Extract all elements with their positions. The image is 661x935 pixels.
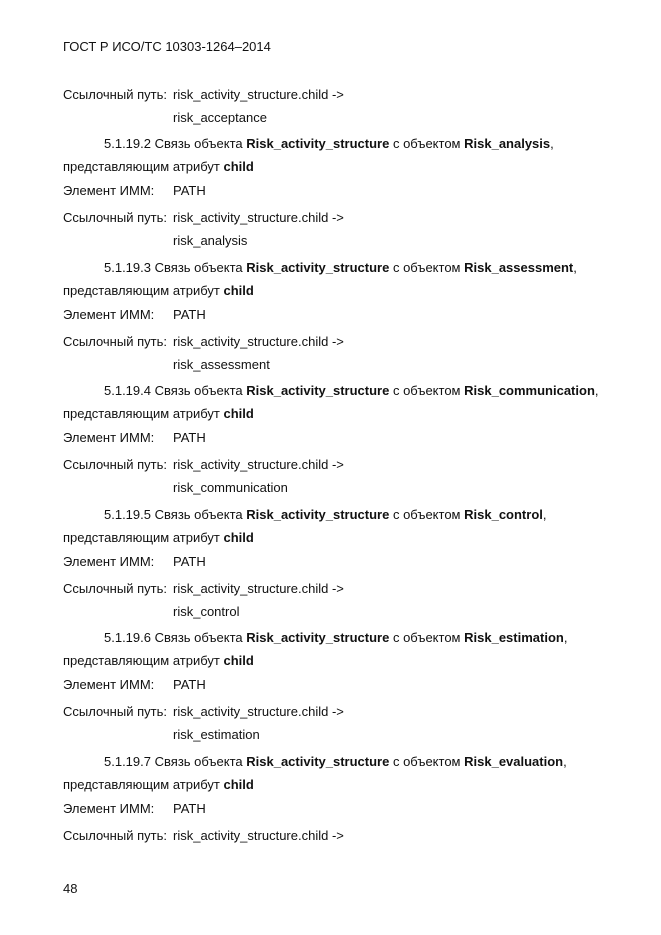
mim-element-line — [63, 677, 206, 693]
reference-path-line — [63, 704, 344, 720]
section-object: Risk_activity_structure — [246, 754, 390, 769]
section-punct: , — [542, 507, 547, 522]
section-attribute-line — [63, 653, 254, 669]
mim-element-label: Элемент ИММ: — [63, 554, 155, 569]
section-target: Risk_evaluation — [464, 754, 564, 769]
mim-element-value: PATH — [173, 677, 206, 692]
section-attr-text: представляющим атрибут — [63, 777, 220, 792]
reference-path-continuation: risk_acceptance — [173, 110, 267, 125]
reference-path-label: Ссылочный путь: — [63, 704, 167, 719]
section-heading — [104, 630, 567, 646]
reference-path-line — [63, 87, 344, 103]
section-object: Risk_activity_structure — [246, 383, 390, 398]
section-target: Risk_control — [464, 507, 543, 522]
section-attr: child — [223, 777, 254, 792]
section-punct: , — [594, 383, 599, 398]
section-punct: , — [550, 136, 554, 151]
reference-path-value: risk_activity_structure.child -> — [173, 704, 344, 719]
reference-path-line — [63, 457, 344, 473]
reference-path-continuation: risk_estimation — [173, 727, 260, 742]
section-heading — [104, 383, 599, 399]
reference-path-continuation: risk_analysis — [173, 233, 248, 248]
mim-element-line — [63, 430, 206, 446]
section-heading — [104, 136, 554, 152]
reference-path-value: risk_activity_structure.child -> — [173, 210, 344, 225]
reference-path-line — [63, 210, 344, 226]
section-attribute-line — [63, 283, 254, 299]
reference-path-value: risk_activity_structure.child -> — [173, 334, 344, 349]
section-attr: child — [223, 406, 254, 421]
section-text-prefix: Связь объекта — [154, 754, 243, 769]
mim-element-value: PATH — [173, 307, 206, 322]
reference-path-value: risk_activity_structure.child -> — [173, 828, 344, 843]
mim-element-line — [63, 554, 206, 570]
section-attr: child — [223, 653, 254, 668]
reference-path-label: Ссылочный путь: — [63, 828, 167, 843]
section-number: 5.1.19.4 — [104, 383, 151, 398]
mim-element-line — [63, 183, 206, 199]
section-object: Risk_activity_structure — [246, 507, 390, 522]
section-number: 5.1.19.5 — [104, 507, 151, 522]
section-attr-text: представляющим атрибут — [63, 159, 220, 174]
section-attribute-line — [63, 530, 254, 546]
section-text-prefix: Связь объекта — [154, 507, 243, 522]
section-text-prefix: Связь объекта — [154, 383, 243, 398]
mim-element-value: PATH — [173, 554, 206, 569]
section-number: 5.1.19.2 — [104, 136, 151, 151]
reference-path-line — [63, 828, 344, 844]
section-text-prefix: Связь объекта — [154, 260, 243, 275]
section-text-mid: с объектом — [392, 136, 461, 151]
section-punct: , — [563, 630, 568, 645]
section-text-prefix: Связь объекта — [154, 630, 243, 645]
section-number: 5.1.19.3 — [104, 260, 151, 275]
reference-path-label: Ссылочный путь: — [63, 334, 167, 349]
section-attr-text: представляющим атрибут — [63, 406, 220, 421]
mim-element-line — [63, 307, 206, 323]
section-attr-text: представляющим атрибут — [63, 283, 220, 298]
mim-element-value: PATH — [173, 801, 206, 816]
reference-path-continuation: risk_assessment — [173, 357, 270, 372]
reference-path-label: Ссылочный путь: — [63, 457, 167, 472]
section-text-prefix: Связь объекта — [154, 136, 243, 151]
reference-path-continuation: risk_communication — [173, 480, 288, 495]
section-target: Risk_assessment — [464, 260, 574, 275]
section-object: Risk_activity_structure — [246, 630, 390, 645]
page-header: ГОСТ Р ИСО/ТС 10303-1264–2014 — [63, 39, 271, 54]
section-text-mid: с объектом — [392, 383, 461, 398]
section-text-mid: с объектом — [392, 507, 461, 522]
mim-element-label: Элемент ИММ: — [63, 430, 155, 445]
mim-element-value: PATH — [173, 430, 206, 445]
section-target: Risk_analysis — [464, 136, 551, 151]
section-text-mid: с объектом — [392, 630, 461, 645]
mim-element-label: Элемент ИММ: — [63, 677, 155, 692]
section-attr: child — [223, 530, 254, 545]
section-text-mid: с объектом — [392, 754, 461, 769]
section-attr-text: представляющим атрибут — [63, 530, 220, 545]
reference-path-value: risk_activity_structure.child -> — [173, 87, 344, 102]
reference-path-label: Ссылочный путь: — [63, 210, 167, 225]
section-attribute-line — [63, 406, 254, 422]
section-target: Risk_communication — [464, 383, 595, 398]
section-attr: child — [223, 283, 254, 298]
mim-element-label: Элемент ИММ: — [63, 307, 155, 322]
section-attribute-line — [63, 159, 254, 175]
section-object: Risk_activity_structure — [246, 260, 390, 275]
section-heading — [104, 754, 567, 770]
section-target: Risk_estimation — [464, 630, 564, 645]
section-object: Risk_activity_structure — [246, 136, 390, 151]
mim-element-line — [63, 801, 206, 817]
mim-element-value: PATH — [173, 183, 206, 198]
reference-path-label: Ссылочный путь: — [63, 87, 167, 102]
section-heading — [104, 260, 577, 276]
section-attribute-line — [63, 777, 254, 793]
section-heading — [104, 507, 547, 523]
reference-path-line — [63, 334, 344, 350]
page-number: 48 — [63, 881, 78, 896]
section-attr-text: представляющим атрибут — [63, 653, 220, 668]
reference-path-value: risk_activity_structure.child -> — [173, 581, 344, 596]
section-punct: , — [563, 754, 567, 769]
section-punct: , — [573, 260, 577, 275]
mim-element-label: Элемент ИММ: — [63, 801, 155, 816]
section-number: 5.1.19.6 — [104, 630, 151, 645]
section-attr: child — [223, 159, 254, 174]
mim-element-label: Элемент ИММ: — [63, 183, 155, 198]
section-number: 5.1.19.7 — [104, 754, 151, 769]
reference-path-line — [63, 581, 344, 597]
reference-path-label: Ссылочный путь: — [63, 581, 167, 596]
reference-path-value: risk_activity_structure.child -> — [173, 457, 344, 472]
reference-path-continuation: risk_control — [173, 604, 240, 619]
section-text-mid: с объектом — [392, 260, 461, 275]
